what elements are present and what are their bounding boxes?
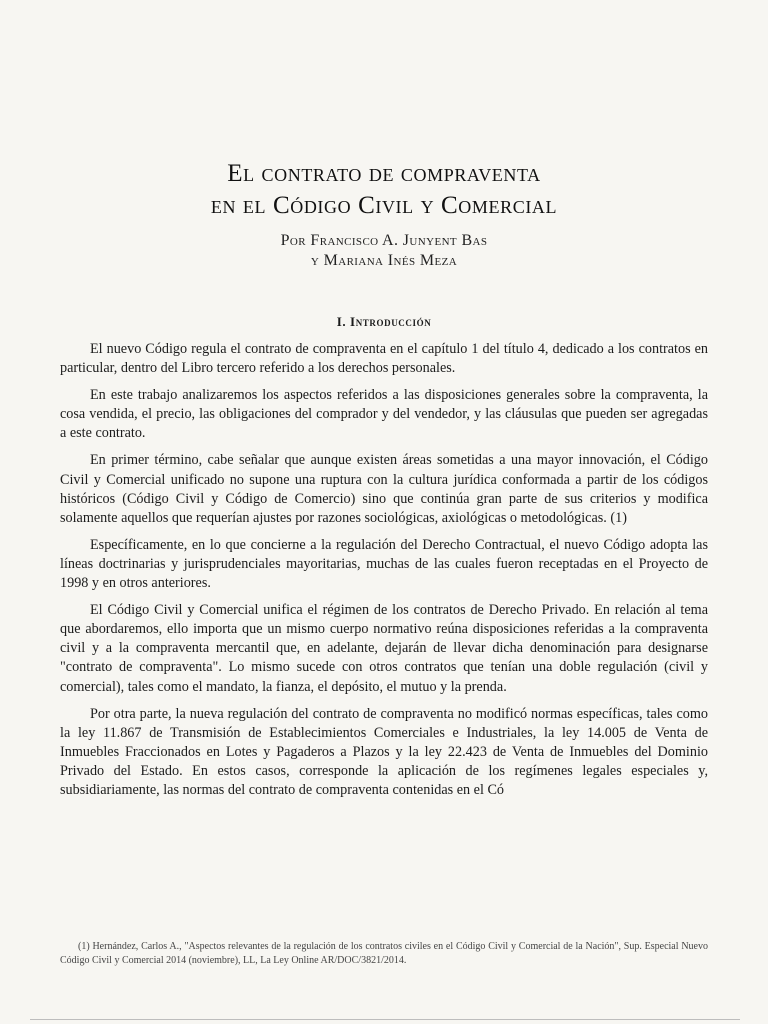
paragraph-3: En primer término, cabe señalar que aunque existen áreas sometidas a una mayor innovación, el Código Civil y Comercial unificado no supone una ruptura con la cultura jurídica conformada a partir de los códigos históricos (Código Civil y Código de Comercio) sino que continúa gran parte de sus criterios y modifica solamente aquellos que requerían ajustes por razones sociológicas, axiológicas o metodológicas. (1) — [60, 452, 708, 526]
title-line-1: El contrato de compraventa — [227, 160, 541, 187]
author-byline — [0, 231, 768, 271]
page-bottom-rule — [30, 1019, 740, 1020]
paragraph-1: El nuevo Código regula el contrato de compraventa en el capítulo 1 del título 4, dedicado a los contratos en particular, dentro del Libro tercero referido a los derechos personales. — [60, 341, 708, 377]
paragraph-5: El Código Civil y Comercial unifica el régimen de los contratos de Derecho Privado. En relación al tema que abordaremos, ello importa que un mismo cuerpo normativo reúna disposiciones referidas a la compraventa civil y a la compraventa mercantil que, en adelante, dejarán de llevar dicha denominación para designarse "contrato de compraventa". Lo mismo sucede con otros contratos que tenían una doble regulación (civil y comercial), tales como el mandato, la fianza, el depósito, el mutuo y la prenda. — [60, 602, 708, 695]
document-title — [0, 158, 768, 222]
paragraph-6: Por otra parte, la nueva regulación del contrato de compraventa no modificó normas específicas, tales como la ley 11.867 de Transmisión de Establecimientos Comerciales e Industriales, la ley 14.005 de Venta de Inmuebles Fraccionados en Lotes y Pagaderos a Plazos y la ley 22.423 de Venta de Inmuebles del Dominio Privado del Estado. En estos casos, corresponde la aplicación de los regímenes legales especiales y, subsidiariamente, las normas del contrato de compraventa contenidas en el Có — [60, 705, 708, 798]
author-line-1: Por Francisco A. Junyent Bas — [280, 232, 488, 249]
paragraph-4: Específicamente, en lo que concierne a la regulación del Derecho Contractual, el nuevo Código adopta las líneas doctrinarias y jurisprudenciales mayoritarias, muchas de las cuales fueron receptadas en el Proyecto de 1998 y en otros anteriores. — [60, 536, 708, 592]
title-line-2: en el Código Civil y Comercial — [210, 192, 558, 219]
author-line-2: y Mariana Inés Meza — [310, 252, 458, 269]
body-text — [60, 340, 708, 808]
section-heading: I. Introducción — [336, 314, 432, 329]
paragraph-2: En este trabajo analizaremos los aspectos referidos a las disposiciones generales sobre la compraventa, la cosa vendida, el precio, las obligaciones del comprador y del vendedor, y las cláusulas que pueden ser agregadas a este contrato. — [60, 387, 708, 442]
footnote-1: (1) Hernández, Carlos A., "Aspectos relevantes de la regulación de los contratos civiles en el Código Civil y Comercial de la Nación", Sup. Especial Nuevo Código Civil y Comercial 2014 (noviembre), LL, La Ley Online AR/DOC/3821/2014. — [60, 941, 708, 966]
footnote-area — [60, 940, 708, 967]
